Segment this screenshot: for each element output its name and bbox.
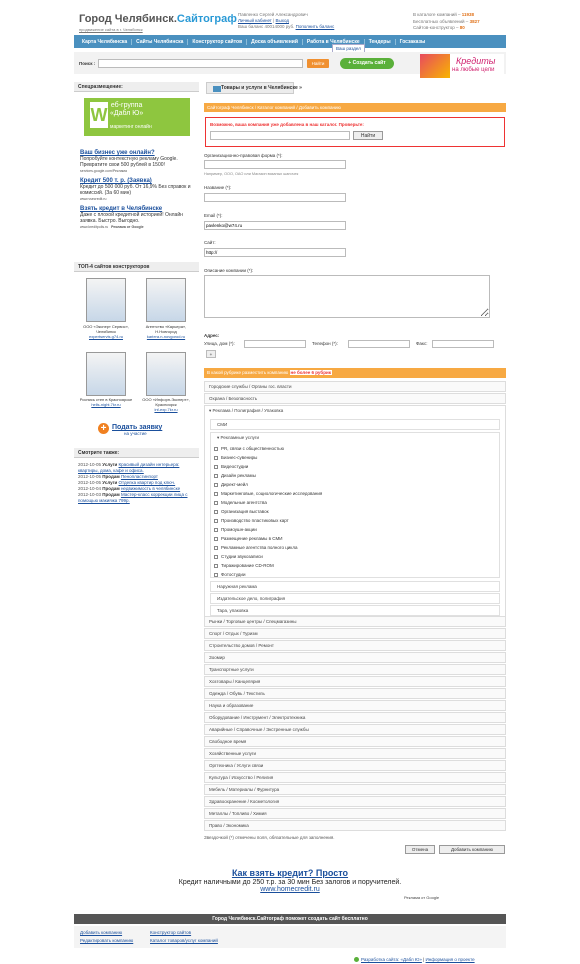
see-also-heading: Смотрите также: <box>74 448 199 458</box>
alert-find-button[interactable]: Найти <box>353 131 383 140</box>
project-info-link[interactable]: Информация о проекте <box>425 957 475 962</box>
create-site-button[interactable]: + Создать сайт <box>340 58 394 69</box>
developer-link[interactable]: Разработка сайта: «Дабл Ю» <box>361 957 422 962</box>
tab-goods-services[interactable]: Товары и услуги в Челябинске » <box>206 82 294 94</box>
rubric-item[interactable]: Одежда / Обувь / Текстиль <box>204 688 506 699</box>
rubric-item[interactable]: Хозяйственные услуги <box>204 748 506 759</box>
checkbox-item[interactable]: Дизайн рекламы <box>214 473 256 478</box>
rubric-item[interactable]: Хозтовары / Канцелярия <box>204 676 506 687</box>
logout-link[interactable]: Выход <box>275 18 289 23</box>
add-address-button[interactable]: + <box>206 350 216 358</box>
subrubric-ad-services[interactable]: ▾ Рекламные услуги <box>210 432 500 578</box>
rubric-item[interactable]: Аварийные / Справочные / Экстренные службы <box>204 724 506 735</box>
special-heading: Спецразмещение: <box>74 82 199 92</box>
checkbox-item[interactable]: Организация выставок <box>214 509 269 514</box>
checkbox-item[interactable]: Видеостудии <box>214 464 248 469</box>
credit-line: Разработка сайта: «Дабл Ю» | Информация о проекте <box>354 957 475 962</box>
promo-url[interactable]: www.homecredit.ru <box>260 886 320 893</box>
thumb-caption: Роспись стен в Красноярске hells-night.7kr.ru <box>79 397 133 407</box>
checkbox-item[interactable]: Студии звукозаписи <box>214 554 263 559</box>
rubric-item[interactable]: Здравоохранение / Косметология <box>204 796 506 807</box>
checkbox-item[interactable]: Бизнес-сувениры <box>214 455 257 460</box>
page: Город Челябинск.Сайтограф продвижение сайта в г. Челябинск Павленко Сергей Александрович Личный кабинет | Выход Ваш баланс 40014000 руб. Пополнить баланс В каталоге компаний – 11938 Бесплатных объявлений – 3827 Сайтов-конструктор – 80 Карта Челябинска Сайты Челябинска Конструктор сайтов Доска объявлений Работа в Челябинске Тендеры Госзаказы Ваш раздел Поиск : Найти + Создать сайт Кредиты на любые цели Спецразмещение: W еб-группа «Дабл Ю» маркетинг онлайн Ваш бизнес уже онлайн? Попробуйте контекстную рекламу Google. Превратите свои 500 рублей в 1500! services.google.com/Реклама Кредит 500 т. р. (Заявка) Кредит до 500 000 руб. От 16,9% Без справок и комиссий. (За 60 мин) www.vsecredit.ru Взять кредит в Челябинске Даже с плохой кредитной историей! Онлайн заявка. Быстро. Выгодно. www.kreditpolis.ru Реклама от Google ТОП-4 сайтов конструкторов ООО «Эксперт Сервис», Челябинск expertservis.g74.ru Агентство «Карьера», Н.Новгород kariera.n-novgorod.ru Роспись стен в Красноярске hells-night.7kr.ru ООО «Инфорн-Эксперт», Красноярск inf-exp.7kr.ru + Подать заявку на участие Смотрите также: 2012-10-05 Услуги Красивый дизайн интерьера: квартиры, дома, кафе и офиса. 2012-10-05 Продам Пенопластинпорт 2012-10-05 Услуги Отделка квартир под ключ. 2012-10-04 Продам недвижимость в челябинске 2012-10-03 Продам Мастер-класс коррекции лица с помощью макияжа 799р. Товары и услуги в Челябинске » Сайтограф Челябинск / Каталог компаний / Добавить компанию Возможно, ваша компания уже добавлена в наш каталог. Проверьте: Найти Организационно-правовая форма (*): Например, ООО, ОАО или Магазин вязаных шапочек Название (*): Email (*): pavlenko@w74.ru Сайт: http:// Описание компании (*): Адрес: Улица, дом (*): Телефон (*): Факс: + В какой рубрике разместить компанию не более 6 рубрик Городские службы / Органы гос. власти Охрана / Безопасность ▾ Реклама / Полиграфия / Упаковка СМИ ▾ Рекламные услуги PR, связи с общественностью Бизнес-сувениры Видеостудии Дизайн рекламы Директ-мейл Маркетинговые, социологические исследования Модельные агентства Организация выставок Производство пластиковых карт Промоушн-акции Размещение рекламы в СМИ Рекламные агентства полного цикла Студии звукозаписи Тиражирование CD-ROM Фотостудии Наружная реклама Издательское дело, полиграфия Тара, упаковка Рынки / Торговые центры / Спецмагазины Спорт / Отдых / Туризм Строительство домов / Ремонт Зоомир Транспортные услуги Хозтовары / Канцелярия Одежда / Обувь / Текстиль Наука и образование Оборудование / Инструмент / Электротехника Аварийные / Справочные / Экстренные службы Свободное время Хозяйственные услуги Оргтехника / Услуги связи Культура / Искусство / Религия Мебель / Материалы / Фурнитура Здравоохранение / Косметология Металлы / Топливо / Химия Право / Экономика Звездочкой (*) отмечены поля, обязательные для заполнения. Отмена Добавить компанию Как взять кредит? Просто Кредит наличными до 250 т.р. за 30 мин Без залогов и поручителей. www.homecredit.ru Реклама от Google Город Челябинск.Сайтограф поможет создать сайт бесплатно Добавить компанию Редактировать компанию Конструктор сайтов Каталог товаров/услуг компаний Разработка сайта: «Дабл Ю» | Информация о проекте <box>74 0 506 964</box>
site-thumbnail[interactable] <box>86 352 126 396</box>
webgroup-logo-letter: W <box>90 102 108 128</box>
list-item: 2012-10-03 Продам Мастер-класс коррекции лица с помощью макияжа 799р. <box>78 492 188 503</box>
ad-title[interactable]: Кредит 500 т. р. (Заявка) <box>80 178 152 184</box>
org-form-input[interactable] <box>204 160 346 169</box>
cabinet-link[interactable]: Личный кабинет <box>238 18 272 23</box>
main-nav <box>74 35 506 48</box>
footer-link[interactable]: Конструктор сайтов <box>150 930 192 935</box>
webgroup-banner[interactable]: W еб-группа «Дабл Ю» маркетинг онлайн <box>84 98 190 136</box>
list-item: 2012-10-05 Услуги Отделка квартир под ключ. <box>78 480 176 485</box>
footer-link[interactable]: Каталог товаров/услуг компаний <box>150 938 218 943</box>
subrubric-item[interactable]: Наружная реклама <box>210 581 500 592</box>
checkbox-item[interactable]: Производство пластиковых карт <box>214 518 289 523</box>
footer-link[interactable]: Добавить компанию <box>80 930 123 935</box>
checkbox-item[interactable]: Размещение рекламы в СМИ <box>214 536 282 541</box>
site-thumbnail[interactable] <box>86 278 126 322</box>
rubric-item[interactable]: Строительство домов / Ремонт <box>204 640 506 651</box>
nav-item-tenders[interactable]: Тендеры <box>365 39 396 45</box>
ad-title[interactable]: Ваш бизнес уже онлайн? <box>80 150 155 156</box>
nav-item-goszakaz[interactable]: Госзаказы <box>399 38 426 45</box>
rubric-item[interactable]: Мебель / Материалы / Фурнитура <box>204 784 506 795</box>
add-company-button[interactable]: Добавить компанию <box>439 845 505 854</box>
shopping-bags-image <box>420 54 450 78</box>
search-label: Поиск : <box>79 61 96 66</box>
user-name: Павленко Сергей Александрович <box>238 12 308 17</box>
rubric-item[interactable]: Право / Экономика <box>204 820 506 831</box>
rubric-item[interactable]: Металлы / Топливо / Химия <box>204 808 506 819</box>
balance-text: Ваш баланс 40014000 руб. <box>238 24 295 29</box>
site-thumbnail[interactable] <box>146 352 186 396</box>
checkbox-item[interactable]: PR, связи с общественностью <box>214 446 284 451</box>
find-button[interactable]: Найти <box>307 59 329 68</box>
logo-subtitle[interactable]: продвижение сайта в г. Челябинск <box>79 27 143 32</box>
fax-input[interactable] <box>432 340 494 348</box>
list-item: 2012-10-05 Услуги Красивый дизайн интерьера: квартиры, дома, кафе и офиса. <box>78 462 180 473</box>
checkbox-item[interactable]: Рекламные агентства полного цикла <box>214 545 297 550</box>
top4-heading: ТОП-4 сайтов конструкторов <box>74 262 199 272</box>
ad-title[interactable]: Взять кредит в Челябинске <box>80 206 163 212</box>
rubric-item[interactable]: Культура / Искусство / Религия <box>204 772 506 783</box>
breadcrumb[interactable]: Сайтограф Челябинск / Каталог компаний / Добавить компанию <box>204 103 506 112</box>
subrubric-item[interactable]: СМИ <box>210 419 500 430</box>
leaf-icon <box>354 957 359 962</box>
rubric-item[interactable]: Рынки / Торговые центры / Спецмагазины <box>204 616 506 627</box>
search-input[interactable] <box>98 59 303 68</box>
street-input[interactable] <box>244 340 306 348</box>
rubric-item[interactable]: Оргтехника / Услуги связи <box>204 760 506 771</box>
footer-link[interactable]: Редактировать компанию <box>80 938 134 943</box>
cancel-button[interactable]: Отмена <box>405 845 435 854</box>
rubric-item[interactable]: Оборудование / Инструмент / Электротехника <box>204 712 506 723</box>
topup-link[interactable]: Пополнить баланс <box>295 24 335 29</box>
rubric-heading: В какой рубрике разместить компанию не более 6 рубрик <box>204 368 506 378</box>
section-tab-area <box>204 82 506 92</box>
description-textarea[interactable] <box>204 275 490 318</box>
nav-tooltip: Ваш раздел <box>332 44 365 53</box>
alert-search-input[interactable] <box>210 131 350 140</box>
rubric-item[interactable]: Городские службы / Органы гос. власти <box>204 381 506 392</box>
stats: В каталоге компаний – 11938 Бесплатных объявлений – 3827 Сайтов-конструктор – 80 <box>413 12 480 30</box>
nav-item-map[interactable]: Карта Челябинска <box>78 39 132 45</box>
rubric-item-advertising[interactable]: ▾ Реклама / Полиграфия / Упаковка <box>204 405 506 621</box>
rubric-item[interactable]: Охрана / Безопасность <box>204 393 506 404</box>
folder-icon <box>213 86 221 92</box>
checkbox-item[interactable]: Маркетинговые, социологические исследования <box>214 491 322 496</box>
required-note: Звездочкой (*) отмечены поля, обязательные для заполнения. <box>204 835 335 840</box>
subrubric-item[interactable]: Издательское дело, полиграфия <box>210 593 500 604</box>
rubric-item[interactable]: Транспортные услуги <box>204 664 506 675</box>
thumb-caption: ООО «Эксперт Сервис», Челябинск expertservis.g74.ru <box>83 324 129 339</box>
footer-links <box>74 926 506 948</box>
user-info: Павленко Сергей Александрович Личный кабинет | Выход Ваш баланс 40014000 руб. Пополнить баланс <box>238 12 335 29</box>
nav-item-jobs[interactable]: Работа в Челябинске <box>303 39 365 45</box>
promo-ad: Как взять кредит? Просто Кредит наличными до 250 т.р. за 30 мин Без залогов и поручителей. www.homecredit.ru Реклама от Google <box>74 868 506 893</box>
subrubric-item[interactable]: Тара, упаковка <box>210 605 500 616</box>
rubric-item[interactable]: Свободное время <box>204 736 506 747</box>
footer-bar: Город Челябинск.Сайтограф поможет создать сайт бесплатно <box>74 914 506 924</box>
plus-icon: + <box>98 423 109 434</box>
logo[interactable]: Город Челябинск.Сайтограф <box>79 13 237 25</box>
checkbox-item[interactable]: Тиражирование CD-ROM <box>214 563 274 568</box>
submit-application-link[interactable]: + Подать заявку на участие <box>112 424 162 436</box>
email-input[interactable] <box>204 221 346 230</box>
nav-item-board[interactable]: Доска объявлений <box>247 39 303 45</box>
sidebar <box>74 82 199 92</box>
phone-input[interactable] <box>348 340 410 348</box>
header <box>74 6 506 33</box>
checkbox-item[interactable]: Фотостудии <box>214 572 245 577</box>
thumb-caption: Агентство «Карьера», Н.Новгород kariera.n-novgorod.ru <box>145 324 187 339</box>
rubric-item[interactable]: Наука и образование <box>204 700 506 711</box>
google-ads: Ваш бизнес уже онлайн? Попробуйте контекстную рекламу Google. Превратите свои 500 рублей в 1500! services.google.com/Реклама Кредит 500 т. р. (Заявка) Кредит до 500 000 руб. От 16,9% Без справок и комиссий. (За 60 мин) www.vsecredit.ru Взять кредит в Челябинске Даже с плохой кредитной историей! Онлайн заявка. Быстро. Выгодно. www.kreditpolis.ru Реклама от Google <box>80 150 198 234</box>
checkbox-item[interactable]: Модельные агентства <box>214 500 267 505</box>
rubric-item[interactable]: Спорт / Отдых / Туризм <box>204 628 506 639</box>
company-name-input[interactable] <box>204 193 346 202</box>
list-item: 2012-10-04 Продам недвижимость в челябинске <box>78 486 181 491</box>
thumb-caption: ООО «Инфорн-Эксперт», Красноярск inf-exp.7kr.ru <box>142 397 190 412</box>
rubric-item[interactable]: Зоомир <box>204 652 506 663</box>
duplicate-alert: Возможно, ваша компания уже добавлена в наш каталог. Проверьте: Найти <box>205 117 505 147</box>
nav-item-constructor[interactable]: Конструктор сайтов <box>188 39 247 45</box>
list-item: 2012-10-05 Продам Пенопластинпорт <box>78 474 158 479</box>
promo-title[interactable]: Как взять кредит? Просто <box>231 868 349 878</box>
checkbox-item[interactable]: Промоушн-акции <box>214 527 257 532</box>
checkbox-item[interactable]: Директ-мейл <box>214 482 248 487</box>
site-input[interactable] <box>204 248 346 257</box>
news-list <box>78 462 198 504</box>
credit-banner[interactable]: Кредиты на любые цели <box>420 54 504 78</box>
site-thumbnail[interactable] <box>146 278 186 322</box>
nav-item-sites[interactable]: Сайты Челябинска <box>132 39 188 45</box>
